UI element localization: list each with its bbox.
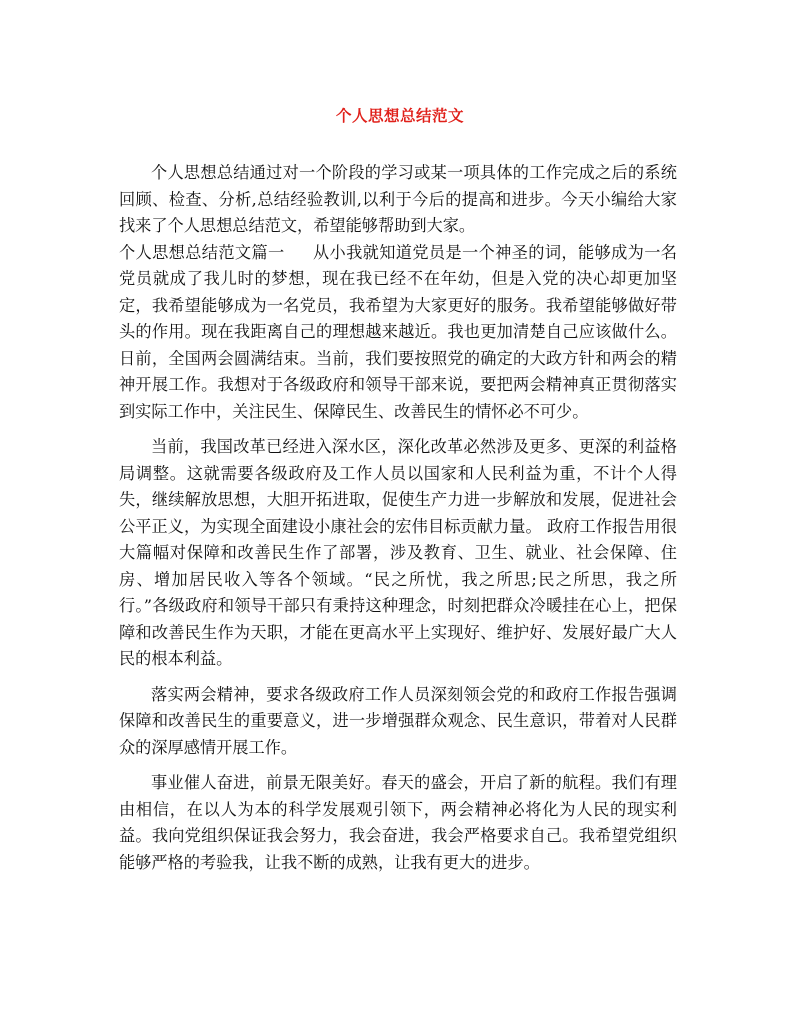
paragraph-two: 当前，我国改革已经进入深水区，深化改革必然涉及更多、更深的利益格局调整。这就需要各级政府及工作人员以国家和人民利益为重，不计个人得失，继续解放思想，大胆开拓进取，促使生产力进一步解放和发展，促进社会公平正义，为实现全面建设小康社会的宏伟目标贡献力量。 政府工作报告用很大篇幅对保障和改善民生作了部署，涉及教育、卫生、就业、社会保障、住房、增加居民收入等各个领域。“民之所忧，我之所思;民之所思，我之所行。”各级政府和领导干部只有秉持这种理念，时刻把群众冷暖挂在心上，把保障和改善民生作为天职，才能在更高水平上实现好、维护好、发展好最广大人民的根本利益。 <box>119 437 677 668</box>
section-heading: 个人思想总结范文篇一 <box>119 242 285 262</box>
document-title: 个人思想总结范文 <box>335 106 464 125</box>
section-one-text: 从小我就知道党员是一个神圣的词，能够成为一名党员就成了我儿时的梦想，现在我已经不在年幼，但是入党的决心却更加坚定，我希望能够成为一名党员，我希望为大家更好的服务。我希望能够做好带头的作用。现在我距离自己的理想越来越近。我也更加清楚自己应该做什么。日前，全国两会圆满结束。当前，我们要按照党的确定的大政方针和两会的精神开展工作。我想对于各级政府和领导干部来说，要把两会精神真正贯彻落实到实际工作中，关注民生、保障民生、改善民生的情怀必不可少。 <box>119 242 677 421</box>
paragraph-four: 事业催人奋进，前景无限美好。春天的盛会，开启了新的航程。我们有理由相信，在以人为本的科学发展观引领下，两会精神必将化为人民的现实利益。我向党组织保证我会努力，我会奋进，我会严格要求自己。我希望党组织能够严格的考验我，让我不断的成熟，让我有更大的进步。 <box>119 773 677 872</box>
paragraph-three: 落实两会精神，要求各级政府工作人员深刻领会党的和政府工作报告强调保障和改善民生的重要意义，进一步增强群众观念、民生意识，带着对人民群众的深厚感情开展工作。 <box>119 684 677 757</box>
section-one-paragraph <box>119 240 677 426</box>
intro-paragraph: 个人思想总结通过对一个阶段的学习或某一项具体的工作完成之后的系统回顾、检查、分析,总结经验教训,以利于今后的提高和进步。今天小编给大家找来了个人思想总结范文，希望能够帮助到大家。 <box>119 163 677 235</box>
document-body <box>119 160 677 876</box>
